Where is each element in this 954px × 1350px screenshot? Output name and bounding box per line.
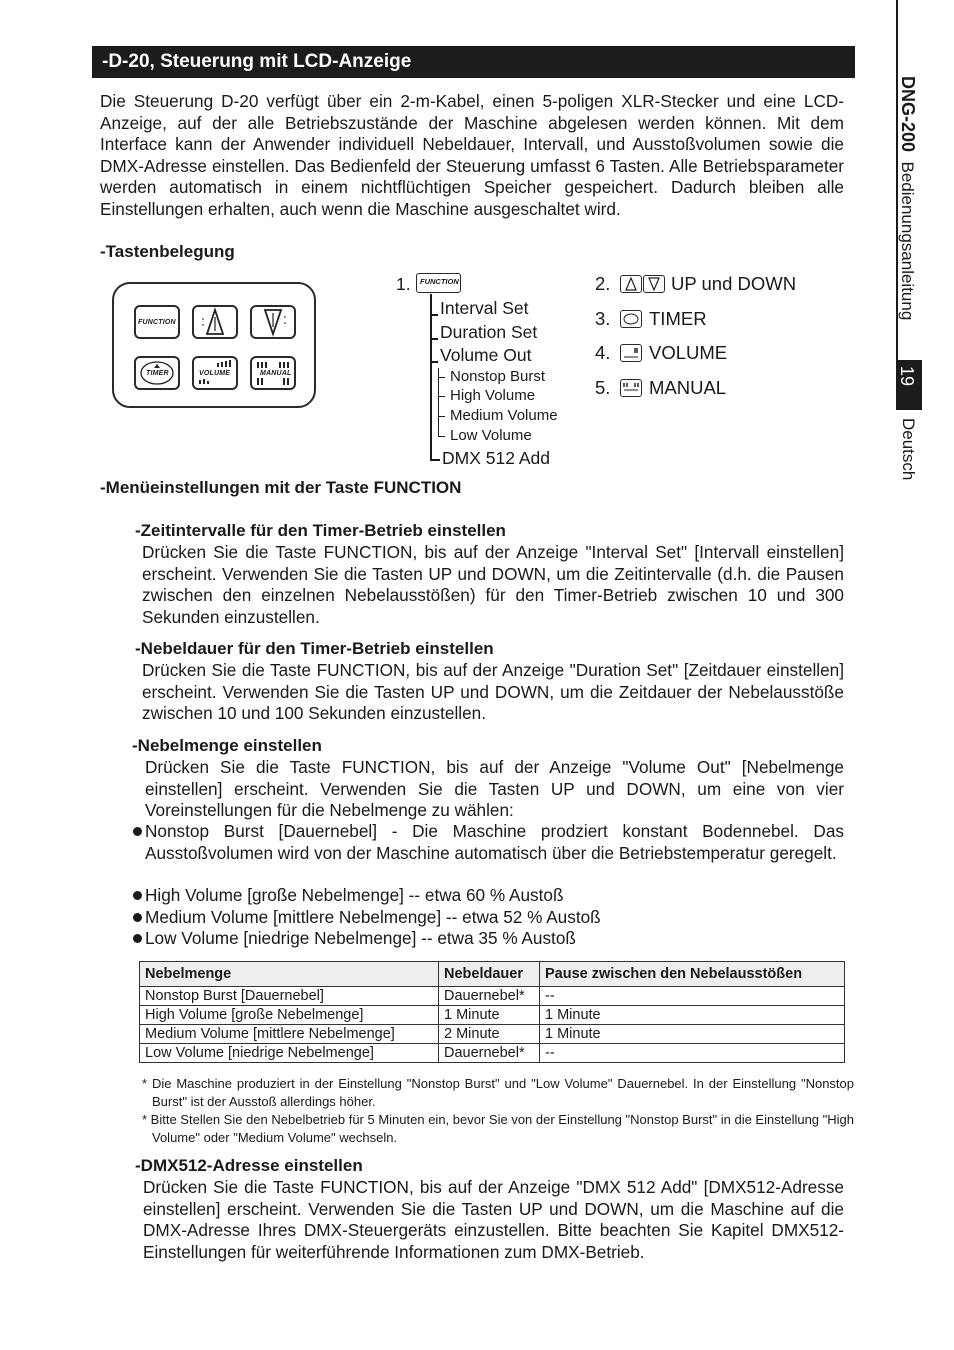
sidebar-bottom-rule — [896, 408, 922, 410]
function-key-small-label: FUNCTION — [420, 277, 459, 286]
tree-branch — [430, 361, 438, 363]
tree-item-dmx: DMX 512 Add — [442, 448, 550, 468]
tree-sub-branch — [438, 436, 445, 437]
control-keypad — [112, 282, 316, 408]
tree-item-duration: Duration Set — [440, 322, 538, 342]
tree-trunk — [430, 294, 432, 459]
legend-number: 3. — [595, 308, 611, 329]
intro-paragraph: Die Steuerung D-20 verfügt über ein 2-m-Kabel, einen 5-poligen XLR-Stecker und eine LCD-Anzeige, auf der alle Betriebszustände der Maschine abgelesen werden können. Mit dem Interface kann der Anwender individuell Nebeldauer, Intervall, und Ausstoßvolumen sowie die DMX-Adresse einstellen. Das Bedienfeld der Steuerung umfasst 6 Tasten. Alle Betriebsparameter werden automatisch in einem nichtflüchtigen Speicher gespeichert. Dadurch bleiben alle Einstellungen erhalten, auch wenn die Maschine ausgeschaltet wird. — [100, 91, 844, 219]
down-arrow-icon — [252, 307, 294, 337]
tree-branch — [430, 459, 440, 461]
timer-key[interactable] — [134, 356, 180, 390]
volume-key[interactable] — [192, 356, 238, 390]
duration-heading: -Nebeldauer für den Timer-Betrieb einstellen — [135, 639, 494, 658]
manual-key[interactable] — [250, 356, 296, 390]
table-header: Pause zwischen den Nebelausstößen — [540, 962, 845, 987]
legend-label: MANUAL — [649, 377, 727, 398]
volume-bullet-low: Low Volume [niedrige Nebelmenge] -- etwa 35 % Austoß — [145, 928, 576, 948]
table-row — [140, 1006, 845, 1025]
legend-number: 5. — [595, 377, 611, 398]
up-arrow-mini-icon — [620, 275, 642, 293]
section-title: -D-20, Steuerung mit LCD-Anzeige — [92, 46, 855, 78]
sidebar-model-manual — [897, 76, 918, 320]
sidebar-language: Deutsch — [899, 418, 918, 481]
legend-label: UP und DOWN — [671, 273, 797, 294]
tree-item-volume-out: Volume Out — [440, 345, 532, 365]
function-key-small — [416, 273, 461, 293]
sidebar-page-number: 19 — [897, 366, 917, 387]
function-key[interactable] — [134, 305, 180, 339]
table-cell: -- — [540, 1044, 845, 1063]
tree-item-interval: Interval Set — [440, 298, 529, 318]
bullet-dot — [133, 891, 142, 900]
sidebar-manual: Bedienungsanleitung — [898, 161, 917, 321]
table-cell: 1 Minute — [540, 1025, 845, 1044]
table-cell: High Volume [große Nebelmenge] — [140, 1006, 439, 1025]
up-down-mini-icons — [620, 275, 666, 293]
legend-number: 4. — [595, 342, 611, 363]
table-header: Nebelmenge — [140, 962, 439, 987]
duration-text: Drücken Sie die Taste FUNCTION, bis auf der Anzeige "Duration Set" [Zeitdauer einstellen] erscheint. Verwenden Sie die Tasten UP und DOWN, um die Zeitdauer der Nebelausstöße zwischen 10 und 100 Sekunden einzustellen. — [142, 660, 844, 724]
function-key-label: FUNCTION — [138, 319, 176, 326]
table-cell: 1 Minute — [540, 1006, 845, 1025]
volume-text: Drücken Sie die Taste FUNCTION, bis auf der Anzeige "Volume Out" [Nebelmenge einstellen] erscheint. Verwenden Sie die Tasten UP und DOWN, um eine von vier Voreinstellungen für die Nebelmenge zu wählen: — [145, 757, 844, 821]
tree-sub-branch — [438, 377, 445, 378]
table-cell: Dauernebel* — [439, 1044, 540, 1063]
table-row — [140, 1025, 845, 1044]
tree-branch — [430, 338, 438, 340]
table-row — [140, 987, 845, 1006]
dmx-text: Drücken Sie die Taste FUNCTION, bis auf der Anzeige "DMX 512 Add" [DMX512-Adresse einstellen] erscheint. Verwenden Sie die Tasten UP und DOWN, um die Maschine auf die DMX-Adresse Ihres DMX-Steuergeräts einzustellen. Bitte beachten Sie Kapitel DMX512-Einstellungen für weiterführende Informationen zum DMX-Betrieb. — [143, 1177, 844, 1262]
sidebar-model: DNG-200 — [898, 76, 918, 153]
tree-sub-branch — [438, 416, 445, 417]
down-key[interactable] — [250, 305, 296, 339]
down-arrow-mini-icon — [643, 275, 665, 293]
interval-heading: -Zeitintervalle für den Timer-Betrieb einstellen — [135, 521, 506, 540]
tree-volume-nonstop: Nonstop Burst — [450, 368, 546, 385]
tree-volume-low: Low Volume — [450, 427, 532, 444]
table-cell: Nonstop Burst [Dauernebel] — [140, 987, 439, 1006]
volume-settings-table — [139, 961, 845, 1063]
interval-text: Drücken Sie die Taste FUNCTION, bis auf der Anzeige "Interval Set" [Intervall einstellen] erscheint. Verwenden Sie die Tasten UP und DOWN, um die Zeitintervalle (d.h. die Pausen zwischen den einzelnen Nebelausstößen) für den Timer-Betrieb zwischen 10 und 300 Sekunden einzustellen. — [142, 542, 844, 627]
legend-number: 2. — [595, 273, 611, 294]
up-arrow-icon — [194, 307, 236, 337]
volume-mini-icon — [620, 344, 642, 362]
table-cell: Low Volume [niedrige Nebelmenge] — [140, 1044, 439, 1063]
table-row — [140, 1044, 845, 1063]
manual-mini-icon — [620, 379, 642, 397]
table-cell: 2 Minute — [439, 1025, 540, 1044]
table-cell: -- — [540, 987, 845, 1006]
menu-heading: -Menüeinstellungen mit der Taste FUNCTION — [100, 478, 462, 497]
table-header: Nebeldauer — [439, 962, 540, 987]
menu-tree-number: 1. — [396, 274, 411, 294]
tree-volume-medium: Medium Volume — [450, 407, 558, 424]
bullet-dot — [133, 827, 142, 836]
timer-mini-icon — [620, 310, 642, 328]
dmx-heading: -DMX512-Adresse einstellen — [135, 1156, 363, 1175]
volume-bullet-medium: Medium Volume [mittlere Nebelmenge] -- etwa 52 % Austoß — [145, 907, 601, 927]
footnote: * Die Maschine produziert in der Einstellung "Nonstop Burst" und "Low Volume" Dauernebel. In der Einstellung "Nonstop Burst" ist der Ausstoß allerdings höher. — [142, 1076, 854, 1109]
tree-sub-branch — [438, 396, 445, 397]
volume-bullet-high: High Volume [große Nebelmenge] -- etwa 60 % Austoß — [145, 885, 564, 905]
tree-volume-high: High Volume — [450, 387, 536, 404]
footnote: * Bitte Stellen Sie den Nebelbetrieb für 5 Minuten ein, bevor Sie von der Einstellung "Nonstop Burst" in die Einstellung "High Volume" oder "Medium Volume" wechseln. — [142, 1112, 854, 1145]
legend-label: TIMER — [649, 308, 707, 329]
table-cell: Dauernebel* — [439, 987, 540, 1006]
manual-key-label: MANUAL — [260, 370, 292, 377]
table-cell: 1 Minute — [439, 1006, 540, 1025]
up-key[interactable] — [192, 305, 238, 339]
legend-label: VOLUME — [649, 342, 728, 363]
table-cell: Medium Volume [mittlere Nebelmenge] — [140, 1025, 439, 1044]
volume-key-label: VOLUME — [199, 370, 231, 377]
table-header-row — [140, 962, 845, 987]
volume-heading: -Nebelmenge einstellen — [132, 736, 322, 755]
volume-bullet-nonstop: Nonstop Burst [Dauernebel] - Die Maschine prodziert konstant Bodennebel. Das Ausstoßvolumen wird von der Maschine automatisch über die Betriebstemperatur geregelt. — [145, 821, 844, 863]
bullet-dot — [133, 934, 142, 943]
bullet-dot — [133, 913, 142, 922]
keys-heading: -Tastenbelegung — [100, 242, 235, 261]
tree-branch — [430, 314, 438, 316]
timer-key-label: TIMER — [146, 370, 169, 377]
tree-sub-trunk — [438, 368, 439, 436]
